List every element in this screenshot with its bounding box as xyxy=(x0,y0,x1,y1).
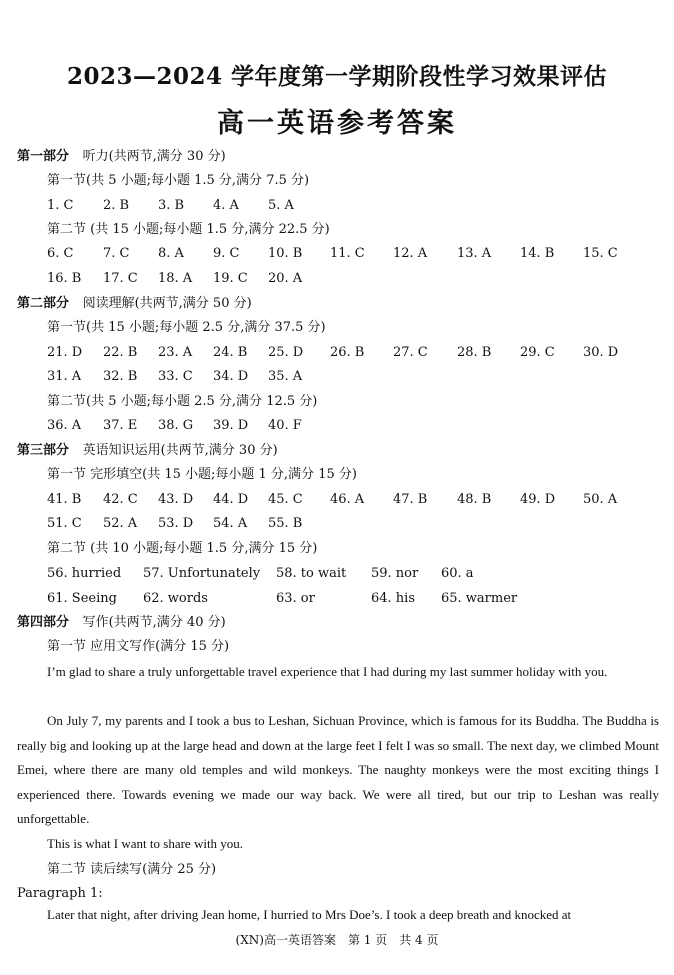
answer-item: 50. A xyxy=(583,492,618,507)
continuation-paragraph: Later that night, after driving Jean home, I hurried to Mrs Doe’s. I took a deep breath and knocked at xyxy=(47,907,572,922)
answer-item: 59. nor xyxy=(371,566,419,581)
answer-item: 13. A xyxy=(457,246,492,261)
answer-item: 61. Seeing xyxy=(47,591,117,606)
answer-item: 11. C xyxy=(330,246,365,261)
answer-item: 49. D xyxy=(520,492,556,507)
answer-item: 47. B xyxy=(393,492,428,507)
answer-item: 19. C xyxy=(213,271,248,286)
answer-item: 24. B xyxy=(213,345,248,360)
part3-sec2-title: 第二节 (共 10 小题;每小题 1.5 分,满分 15 分) xyxy=(47,541,318,556)
answer-item: 18. A xyxy=(158,271,193,286)
answer-item: 33. C xyxy=(158,369,193,384)
answer-item: 17. C xyxy=(103,271,138,286)
answer-item: 22. B xyxy=(103,345,138,360)
answer-item: 46. A xyxy=(330,492,365,507)
answer-item: 48. B xyxy=(457,492,492,507)
answer-item: 5. A xyxy=(268,198,294,213)
answer-item: 45. C xyxy=(268,492,303,507)
answer-item: 7. C xyxy=(103,246,130,261)
answer-item: 21. D xyxy=(47,345,83,360)
answer-item: 20. A xyxy=(268,271,303,286)
paragraph-label: Paragraph 1: xyxy=(17,886,103,901)
part1-name: 听力(共两节,满分 30 分) xyxy=(82,149,226,164)
answer-item: 42. C xyxy=(103,492,138,507)
answer-item: 35. A xyxy=(268,369,303,384)
part2-name: 阅读理解(共两节,满分 50 分) xyxy=(82,296,252,311)
answer-item: 62. words xyxy=(143,591,208,606)
part3-name: 英语知识运用(共两节,满分 30 分) xyxy=(82,443,278,458)
answer-item: 36. A xyxy=(47,418,82,433)
answer-item: 6. C xyxy=(47,246,74,261)
answer-item: 10. B xyxy=(268,246,303,261)
part4-heading xyxy=(17,614,226,632)
answer-item: 27. C xyxy=(393,345,428,360)
part1-heading xyxy=(17,148,226,166)
part4-label: 第四部分 xyxy=(17,615,70,630)
answer-item: 9. C xyxy=(213,246,240,261)
answer-item: 41. B xyxy=(47,492,82,507)
answer-item: 55. B xyxy=(268,516,303,531)
answer-item: 52. A xyxy=(103,516,138,531)
answer-item: 39. D xyxy=(213,418,249,433)
part3-heading xyxy=(17,442,278,460)
answer-item: 4. A xyxy=(213,198,239,213)
answer-item: 57. Unfortunately xyxy=(143,566,261,581)
part2-label: 第二部分 xyxy=(17,296,70,311)
answer-item: 40. F xyxy=(268,418,302,433)
answer-item: 37. E xyxy=(103,418,138,433)
page-title: 2023—2024 学年度第一学期阶段性学习效果评估 xyxy=(66,63,608,90)
part4-sec1-title: 第一节 应用文写作(满分 15 分) xyxy=(47,639,230,654)
answer-item: 30. D xyxy=(583,345,619,360)
essay-paragraph-1: I’m glad to share a truly unforgettable travel experience that I had during my last summer holiday with you. xyxy=(47,664,608,679)
answer-item: 54. A xyxy=(213,516,248,531)
answer-item: 58. to wait xyxy=(276,566,347,581)
answer-item: 3. B xyxy=(158,198,185,213)
part4-sec2-title: 第二节 读后续写(满分 25 分) xyxy=(47,862,217,877)
answer-item: 23. A xyxy=(158,345,193,360)
essay-paragraph-2: On July 7, my parents and I took a bus to Leshan, Sichuan Province, which is famous for its Buddha. The Buddha is really big and looking up at the large head and down at the large feet I felt I was so small. The next day, we climbed Mount Emei, where there are many old temples and wild monkeys. The naughty monkeys were the most exciting things I experienced there. Towards evening we made our way back. We were all tired, but our trip to Leshan was really unforgettable. xyxy=(17,713,659,826)
answer-item: 2. B xyxy=(103,198,130,213)
answer-item: 12. A xyxy=(393,246,428,261)
part2-sec1-title: 第一节(共 15 小题;每小题 2.5 分,满分 37.5 分) xyxy=(47,320,326,335)
answer-item: 60. a xyxy=(441,566,474,581)
answer-item: 32. B xyxy=(103,369,138,384)
answer-item: 63. or xyxy=(276,591,315,606)
part1-sec1-title: 第一节(共 5 小题;每小题 1.5 分,满分 7.5 分) xyxy=(47,173,310,188)
answer-item: 64. his xyxy=(371,591,416,606)
answer-item: 16. B xyxy=(47,271,82,286)
answer-item: 44. D xyxy=(213,492,249,507)
answer-item: 15. C xyxy=(583,246,618,261)
part3-sec1-title: 第一节 完形填空(共 15 小题;每小题 1 分,满分 15 分) xyxy=(47,467,357,482)
answer-item: 43. D xyxy=(158,492,194,507)
part3-label: 第三部分 xyxy=(17,443,70,458)
answer-item: 31. A xyxy=(47,369,82,384)
page-footer: (XN)高一英语答案 第 1 页 共 4 页 xyxy=(235,933,439,947)
page-subtitle: 高一英语参考答案 xyxy=(217,108,457,139)
answer-item: 65. warmer xyxy=(441,591,518,606)
answer-item: 28. B xyxy=(457,345,492,360)
answer-item: 26. B xyxy=(330,345,365,360)
answer-item: 25. D xyxy=(268,345,304,360)
essay-paragraph-3: This is what I want to share with you. xyxy=(47,836,244,851)
part1-label: 第一部分 xyxy=(17,149,70,164)
answer-item: 56. hurried xyxy=(47,566,122,581)
part1-sec2-title: 第二节 (共 15 小题;每小题 1.5 分,满分 22.5 分) xyxy=(47,222,330,237)
answer-item: 51. C xyxy=(47,516,82,531)
part2-sec2-title: 第二节(共 5 小题;每小题 2.5 分,满分 12.5 分) xyxy=(47,394,318,409)
answer-item: 38. G xyxy=(158,418,194,433)
answer-item: 8. A xyxy=(158,246,184,261)
answer-item: 1. C xyxy=(47,198,74,213)
answer-item: 29. C xyxy=(520,345,555,360)
answer-item: 53. D xyxy=(158,516,194,531)
part4-name: 写作(共两节,满分 40 分) xyxy=(82,615,226,630)
answer-item: 34. D xyxy=(213,369,249,384)
part2-heading xyxy=(17,295,252,313)
answer-item: 14. B xyxy=(520,246,555,261)
